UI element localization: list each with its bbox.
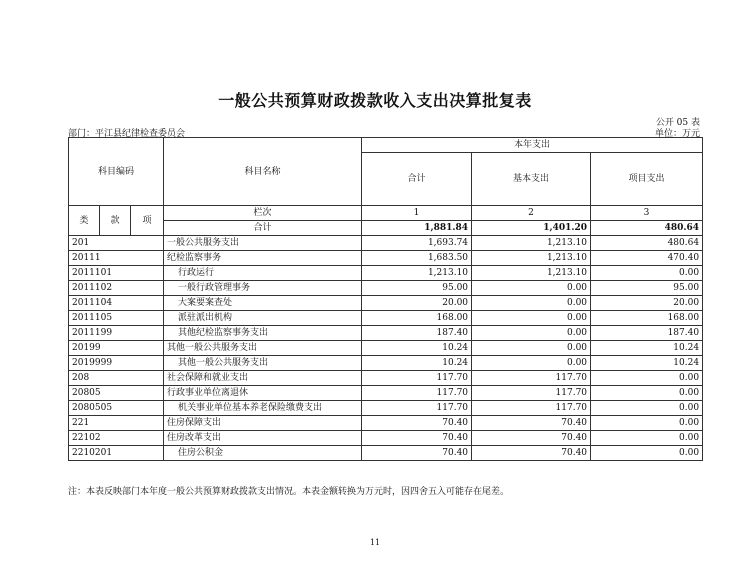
row-code: 208: [69, 371, 164, 386]
row-code: 2011105: [69, 311, 164, 326]
row-name: 住房改革支出: [164, 431, 362, 446]
row-basic: 1,213.10: [472, 236, 591, 251]
row-project: 0.00: [591, 266, 703, 281]
page-title: 一般公共预算财政拨款收入支出决算批复表: [218, 91, 532, 110]
table-row: [69, 296, 703, 311]
row-name: 大案要案查处: [164, 296, 362, 311]
row-total: 187.40: [362, 326, 472, 341]
row-project: 480.64: [591, 236, 703, 251]
totals-row: [69, 221, 703, 236]
expenditure-table: [68, 137, 703, 461]
row-code: 201: [69, 236, 164, 251]
row-code: 20199: [69, 341, 164, 356]
row-code: 22102: [69, 431, 164, 446]
row-code: 2210201: [69, 446, 164, 461]
row-code: 20111: [69, 251, 164, 266]
table-row: [69, 386, 703, 401]
row-name: 住房公积金: [164, 446, 362, 461]
row-project: 10.24: [591, 356, 703, 371]
row-total: 10.24: [362, 341, 472, 356]
table-row: [69, 341, 703, 356]
header-subject-code: 科目编码: [69, 138, 164, 206]
row-basic: 117.70: [472, 386, 591, 401]
row-basic: 70.40: [472, 446, 591, 461]
table-row: [69, 371, 703, 386]
row-total: 168.00: [362, 311, 472, 326]
header-col1: 1: [362, 206, 472, 221]
row-total: 70.40: [362, 431, 472, 446]
row-basic: 70.40: [472, 416, 591, 431]
row-total: 117.70: [362, 386, 472, 401]
table-code: 公开 05 表: [655, 118, 700, 128]
row-total: 20.00: [362, 296, 472, 311]
totals-basic: 1,401.20: [472, 221, 591, 236]
row-project: 20.00: [591, 296, 703, 311]
header-total: 合计: [362, 153, 472, 206]
row-total: 1,213.10: [362, 266, 472, 281]
row-code: 2080505: [69, 401, 164, 416]
row-project: 10.24: [591, 341, 703, 356]
row-basic: 1,213.10: [472, 251, 591, 266]
header-col3: 3: [591, 206, 703, 221]
row-name: 机关事业单位基本养老保险缴费支出: [164, 401, 362, 416]
row-name: 行政事业单位离退休: [164, 386, 362, 401]
row-project: 0.00: [591, 386, 703, 401]
row-basic: 0.00: [472, 341, 591, 356]
row-basic: 117.70: [472, 401, 591, 416]
row-name: 一般公共服务支出: [164, 236, 362, 251]
row-project: 0.00: [591, 431, 703, 446]
row-name: 其他纪检监察事务支出: [164, 326, 362, 341]
row-basic: 0.00: [472, 296, 591, 311]
table-row: [69, 401, 703, 416]
row-project: 470.40: [591, 251, 703, 266]
table-row: [69, 266, 703, 281]
row-basic: 70.40: [472, 431, 591, 446]
row-project: 168.00: [591, 311, 703, 326]
footnote: 注：本表反映部门本年度一般公共预算财政拨款支出情况。本表金额转换为万元时，因四舍五入可能存在尾差。: [68, 487, 510, 497]
row-name: 住房保障支出: [164, 416, 362, 431]
row-total: 1,693.74: [362, 236, 472, 251]
row-total: 70.40: [362, 446, 472, 461]
table-row: [69, 311, 703, 326]
header-project: 项目支出: [591, 153, 703, 206]
row-code: 2011101: [69, 266, 164, 281]
row-project: 0.00: [591, 446, 703, 461]
row-total: 1,683.50: [362, 251, 472, 266]
row-project: 0.00: [591, 401, 703, 416]
header-xiang: 项: [131, 206, 164, 236]
row-basic: 0.00: [472, 311, 591, 326]
row-name: 纪检监察事务: [164, 251, 362, 266]
row-basic: 117.70: [472, 371, 591, 386]
table-row: [69, 251, 703, 266]
row-project: 187.40: [591, 326, 703, 341]
header-subject-name: 科目名称: [164, 138, 362, 206]
row-basic: 0.00: [472, 281, 591, 296]
row-project: 0.00: [591, 416, 703, 431]
unit-label: 单位：万元: [654, 129, 700, 139]
row-basic: 1,213.10: [472, 266, 591, 281]
row-total: 117.70: [362, 401, 472, 416]
totals-project: 480.64: [591, 221, 703, 236]
row-name: 一般行政管理事务: [164, 281, 362, 296]
table-row: [69, 416, 703, 431]
row-name: 行政运行: [164, 266, 362, 281]
table-row: [69, 326, 703, 341]
row-basic: 0.00: [472, 326, 591, 341]
row-basic: 0.00: [472, 356, 591, 371]
row-total: 70.40: [362, 416, 472, 431]
table-row: [69, 236, 703, 251]
header-basic: 基本支出: [472, 153, 591, 206]
header-column-no: 栏次: [164, 206, 362, 221]
page-number: 11: [369, 538, 381, 547]
row-code: 221: [69, 416, 164, 431]
row-total: 95.00: [362, 281, 472, 296]
header-current-year-expenditure: 本年支出: [362, 138, 703, 153]
table-row: [69, 281, 703, 296]
row-code: 2011199: [69, 326, 164, 341]
row-total: 117.70: [362, 371, 472, 386]
row-code: 20805: [69, 386, 164, 401]
totals-label: 合计: [164, 221, 362, 236]
row-code: 2019999: [69, 356, 164, 371]
row-name: 其他一般公共服务支出: [164, 341, 362, 356]
row-project: 0.00: [591, 371, 703, 386]
table-row: [69, 431, 703, 446]
table-row: [69, 446, 703, 461]
row-code: 2011104: [69, 296, 164, 311]
totals-total: 1,881.84: [362, 221, 472, 236]
row-project: 95.00: [591, 281, 703, 296]
department-label: 部门：平江县纪律检查委员会: [68, 129, 186, 139]
row-name: 其他一般公共服务支出: [164, 356, 362, 371]
row-code: 2011102: [69, 281, 164, 296]
row-total: 10.24: [362, 356, 472, 371]
table-row: [69, 356, 703, 371]
row-name: 派驻派出机构: [164, 311, 362, 326]
header-kuan: 款: [100, 206, 131, 236]
row-name: 社会保障和就业支出: [164, 371, 362, 386]
header-lei: 类: [69, 206, 100, 236]
header-col2: 2: [472, 206, 591, 221]
